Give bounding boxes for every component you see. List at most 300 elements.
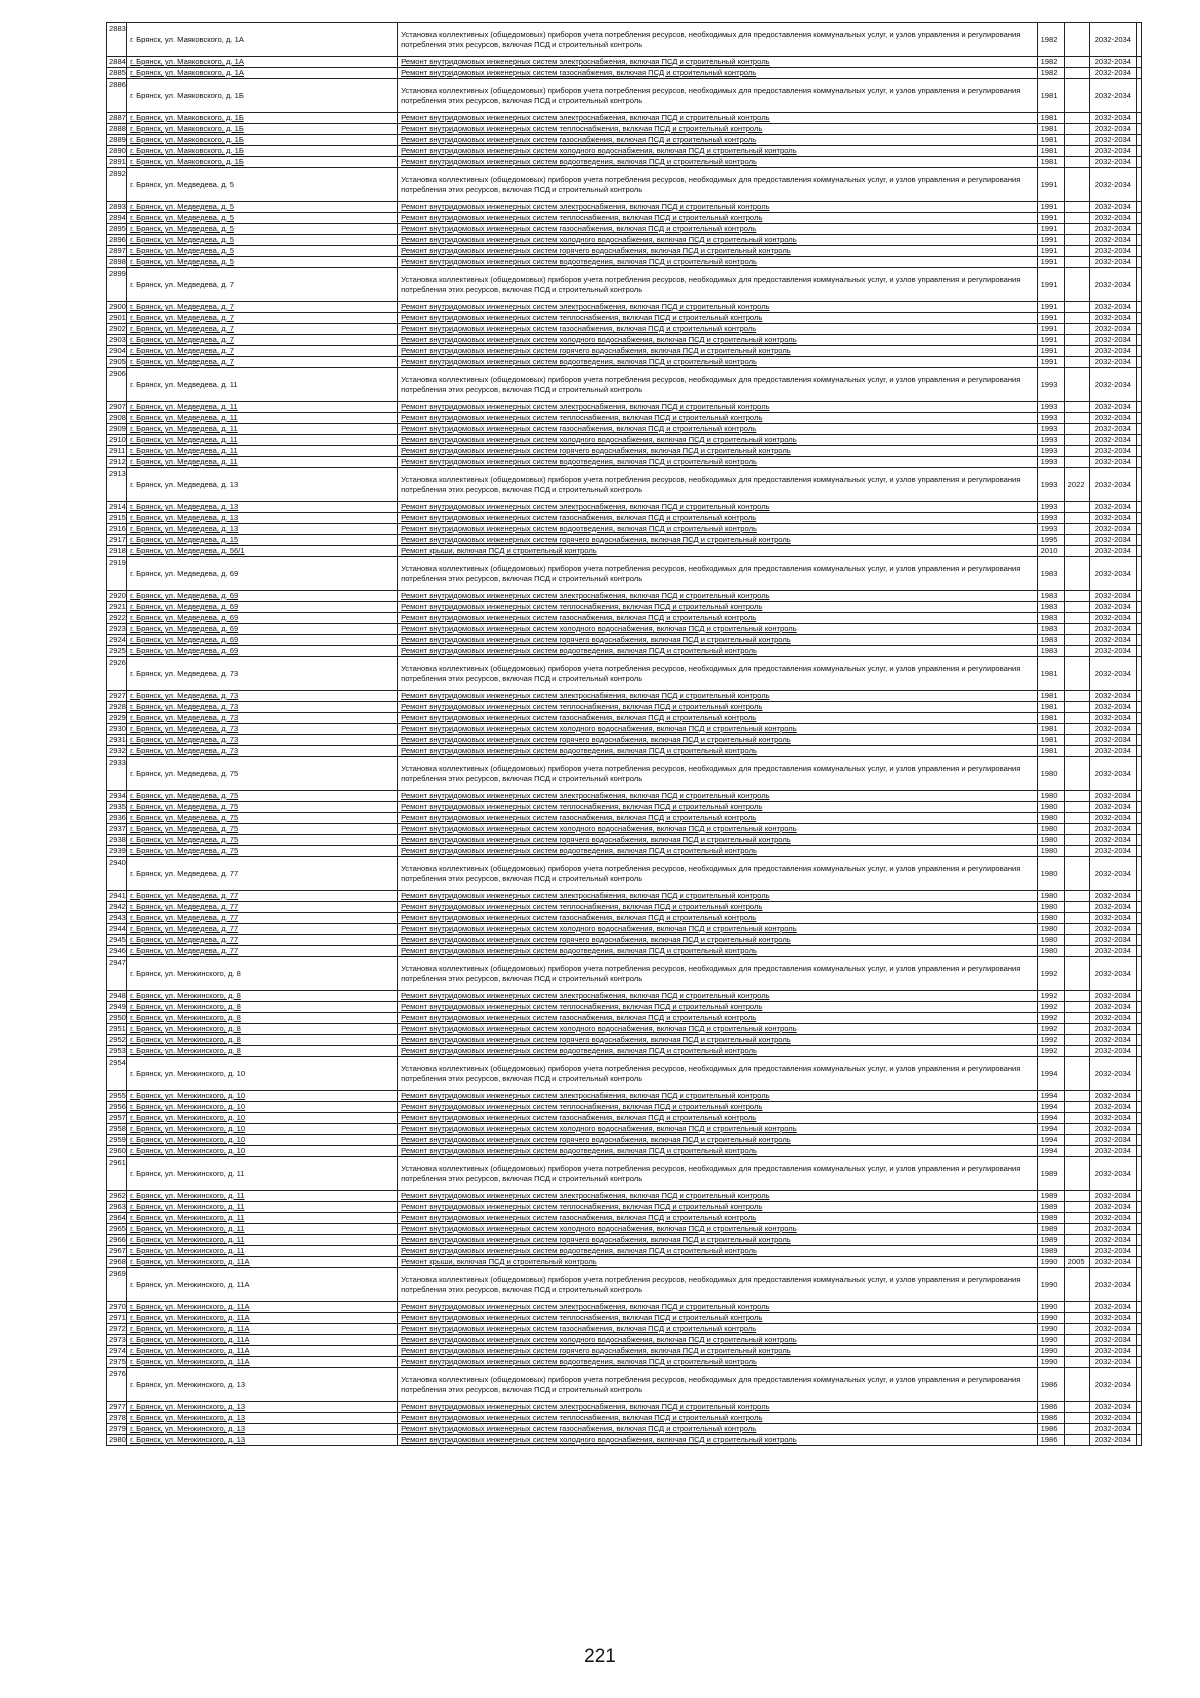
blank-cell [1136, 702, 1141, 713]
work-type-cell: Ремонт внутридомовых инженерных систем газоснабжения, включая ПСД и строительный контроль [398, 513, 1037, 524]
work-type-cell: Ремонт внутридомовых инженерных систем электроснабжения, включая ПСД и строительный контроль [398, 113, 1037, 124]
work-type-cell: Установка коллективных (общедомовых) приборов учета потребления ресурсов, необходимых для предоставления коммунальных услуг, и узлов управления и регулирования потребления этих ресурсов, включая ПСД и строительный контроль [398, 1268, 1037, 1302]
table-row [107, 557, 1142, 591]
blank-cell [1136, 213, 1141, 224]
row-number: 2916 [107, 524, 127, 535]
planned-period-cell: 2032-2034 [1089, 1057, 1136, 1091]
planned-period-cell: 2032-2034 [1089, 991, 1136, 1002]
blank-cell [1136, 57, 1141, 68]
year-built-cell: 1989 [1037, 1157, 1064, 1191]
row-number: 2897 [107, 246, 127, 257]
address-cell: г. Брянск, ул. Медведева, д. 77 [127, 924, 398, 935]
address-cell: г. Брянск, ул. Менжинского, д. 11А [127, 1335, 398, 1346]
last-repair-year-cell [1064, 1402, 1089, 1413]
planned-period-cell: 2032-2034 [1089, 1135, 1136, 1146]
table-row [107, 324, 1142, 335]
work-type-cell: Ремонт внутридомовых инженерных систем водоотведения, включая ПСД и строительный контроль [398, 646, 1037, 657]
year-built-cell: 1992 [1037, 1013, 1064, 1024]
row-number: 2975 [107, 1357, 127, 1368]
address-cell: г. Брянск, ул. Медведева, д. 75 [127, 824, 398, 835]
blank-cell [1136, 68, 1141, 79]
planned-period-cell: 2032-2034 [1089, 1235, 1136, 1246]
planned-period-cell: 2032-2034 [1089, 535, 1136, 546]
address-cell: г. Брянск, ул. Медведева, д. 69 [127, 602, 398, 613]
year-built-cell: 1990 [1037, 1257, 1064, 1268]
table-row [107, 1402, 1142, 1413]
planned-period-cell: 2032-2034 [1089, 157, 1136, 168]
blank-cell [1136, 1302, 1141, 1313]
row-number: 2922 [107, 613, 127, 624]
table-row [107, 1124, 1142, 1135]
table-row [107, 802, 1142, 813]
row-number: 2902 [107, 324, 127, 335]
address-cell: г. Брянск, ул. Менжинского, д. 11А [127, 1302, 398, 1313]
address-cell: г. Брянск, ул. Медведева, д. 73 [127, 713, 398, 724]
blank-cell [1136, 535, 1141, 546]
last-repair-year-cell [1064, 1046, 1089, 1057]
table-row [107, 146, 1142, 157]
table-row [107, 991, 1142, 1002]
planned-period-cell: 2032-2034 [1089, 1302, 1136, 1313]
row-number: 2907 [107, 402, 127, 413]
work-type-cell: Ремонт внутридомовых инженерных систем теплоснабжения, включая ПСД и строительный контроль [398, 702, 1037, 713]
last-repair-year-cell [1064, 124, 1089, 135]
year-built-cell: 1981 [1037, 124, 1064, 135]
address-cell: г. Брянск, ул. Медведева, д. 5 [127, 168, 398, 202]
year-built-cell: 1980 [1037, 757, 1064, 791]
row-number: 2921 [107, 602, 127, 613]
last-repair-year-cell [1064, 835, 1089, 846]
address-cell: г. Брянск, ул. Менжинского, д. 10 [127, 1057, 398, 1091]
address-cell: г. Брянск, ул. Медведева, д. 69 [127, 613, 398, 624]
year-built-cell: 1994 [1037, 1124, 1064, 1135]
row-number: 2954 [107, 1057, 127, 1091]
address-cell: г. Брянск, ул. Медведева, д. 7 [127, 357, 398, 368]
address-cell: г. Брянск, ул. Менжинского, д. 11А [127, 1346, 398, 1357]
row-number: 2924 [107, 635, 127, 646]
table-row [107, 924, 1142, 935]
address-cell: г. Брянск, ул. Менжинского, д. 11 [127, 1157, 398, 1191]
table-row [107, 1135, 1142, 1146]
work-type-cell: Ремонт внутридомовых инженерных систем теплоснабжения, включая ПСД и строительный контроль [398, 413, 1037, 424]
last-repair-year-cell [1064, 657, 1089, 691]
row-number: 2969 [107, 1268, 127, 1302]
table-row [107, 791, 1142, 802]
blank-cell [1136, 79, 1141, 113]
table-row [107, 813, 1142, 824]
address-cell: г. Брянск, ул. Медведева, д. 56/1 [127, 546, 398, 557]
blank-cell [1136, 1224, 1141, 1235]
table-row [107, 713, 1142, 724]
address-cell: г. Брянск, ул. Менжинского, д. 13 [127, 1424, 398, 1435]
planned-period-cell: 2032-2034 [1089, 357, 1136, 368]
table-row [107, 124, 1142, 135]
address-cell: г. Брянск, ул. Медведева, д. 77 [127, 935, 398, 946]
row-number: 2905 [107, 357, 127, 368]
last-repair-year-cell [1064, 646, 1089, 657]
work-type-cell: Ремонт внутридомовых инженерных систем холодного водоснабжения, включая ПСД и строительный контроль [398, 624, 1037, 635]
blank-cell [1136, 1346, 1141, 1357]
table-row [107, 1424, 1142, 1435]
last-repair-year-cell [1064, 1302, 1089, 1313]
table-row [107, 424, 1142, 435]
planned-period-cell: 2032-2034 [1089, 646, 1136, 657]
table-row [107, 1113, 1142, 1124]
work-type-cell: Ремонт внутридомовых инженерных систем холодного водоснабжения, включая ПСД и строительный контроль [398, 1124, 1037, 1135]
blank-cell [1136, 124, 1141, 135]
year-built-cell: 1986 [1037, 1413, 1064, 1424]
table-row [107, 691, 1142, 702]
year-built-cell: 1981 [1037, 746, 1064, 757]
work-type-cell: Ремонт внутридомовых инженерных систем теплоснабжения, включая ПСД и строительный контроль [398, 213, 1037, 224]
work-type-cell: Ремонт внутридомовых инженерных систем газоснабжения, включая ПСД и строительный контроль [398, 424, 1037, 435]
blank-cell [1136, 1157, 1141, 1191]
table-row [107, 702, 1142, 713]
row-number: 2977 [107, 1402, 127, 1413]
work-type-cell: Ремонт внутридомовых инженерных систем водоотведения, включая ПСД и строительный контроль [398, 846, 1037, 857]
row-number: 2948 [107, 991, 127, 1002]
planned-period-cell: 2032-2034 [1089, 635, 1136, 646]
planned-period-cell: 2032-2034 [1089, 468, 1136, 502]
row-number: 2951 [107, 1024, 127, 1035]
work-type-cell: Ремонт внутридомовых инженерных систем горячего водоснабжения, включая ПСД и строительный контроль [398, 935, 1037, 946]
address-cell: г. Брянск, ул. Медведева, д. 11 [127, 446, 398, 457]
last-repair-year-cell [1064, 1435, 1089, 1446]
table-row [107, 1357, 1142, 1368]
blank-cell [1136, 457, 1141, 468]
planned-period-cell: 2032-2034 [1089, 891, 1136, 902]
year-built-cell: 1981 [1037, 79, 1064, 113]
year-built-cell: 1981 [1037, 691, 1064, 702]
work-type-cell: Установка коллективных (общедомовых) приборов учета потребления ресурсов, необходимых для предоставления коммунальных услуг, и узлов управления и регулирования потребления этих ресурсов, включая ПСД и строительный контроль [398, 657, 1037, 691]
address-cell: г. Брянск, ул. Медведева, д. 73 [127, 657, 398, 691]
address-cell: г. Брянск, ул. Менжинского, д. 13 [127, 1413, 398, 1424]
year-built-cell: 1986 [1037, 1402, 1064, 1413]
address-cell: г. Брянск, ул. Маяковского, д. 1А [127, 57, 398, 68]
address-cell: г. Брянск, ул. Медведева, д. 7 [127, 335, 398, 346]
last-repair-year-cell [1064, 757, 1089, 791]
work-type-cell: Ремонт внутридомовых инженерных систем теплоснабжения, включая ПСД и строительный контроль [398, 1413, 1037, 1424]
blank-cell [1136, 502, 1141, 513]
year-built-cell: 1992 [1037, 1002, 1064, 1013]
blank-cell [1136, 1213, 1141, 1224]
address-cell: г. Брянск, ул. Медведева, д. 5 [127, 235, 398, 246]
address-cell: г. Брянск, ул. Менжинского, д. 11А [127, 1357, 398, 1368]
blank-cell [1136, 1057, 1141, 1091]
address-cell: г. Брянск, ул. Медведева, д. 13 [127, 524, 398, 535]
last-repair-year-cell [1064, 368, 1089, 402]
work-type-cell: Ремонт внутридомовых инженерных систем холодного водоснабжения, включая ПСД и строительный контроль [398, 924, 1037, 935]
work-type-cell: Ремонт внутридомовых инженерных систем теплоснабжения, включая ПСД и строительный контроль [398, 802, 1037, 813]
blank-cell [1136, 1313, 1141, 1324]
planned-period-cell: 2032-2034 [1089, 1202, 1136, 1213]
address-cell: г. Брянск, ул. Маяковского, д. 1Б [127, 113, 398, 124]
address-cell: г. Брянск, ул. Медведева, д. 5 [127, 213, 398, 224]
blank-cell [1136, 202, 1141, 213]
address-cell: г. Брянск, ул. Менжинского, д. 13 [127, 1435, 398, 1446]
last-repair-year-cell [1064, 457, 1089, 468]
planned-period-cell: 2032-2034 [1089, 1013, 1136, 1024]
work-type-cell: Ремонт внутридомовых инженерных систем холодного водоснабжения, включая ПСД и строительный контроль [398, 1435, 1037, 1446]
row-number: 2953 [107, 1046, 127, 1057]
year-built-cell: 1991 [1037, 346, 1064, 357]
row-number: 2934 [107, 791, 127, 802]
row-number: 2901 [107, 313, 127, 324]
last-repair-year-cell [1064, 1024, 1089, 1035]
document-page [106, 22, 1142, 1446]
address-cell: г. Брянск, ул. Менжинского, д. 13 [127, 1402, 398, 1413]
row-number: 2926 [107, 657, 127, 691]
table-row [107, 513, 1142, 524]
table-row [107, 1202, 1142, 1213]
work-type-cell: Ремонт внутридомовых инженерных систем газоснабжения, включая ПСД и строительный контроль [398, 1324, 1037, 1335]
planned-period-cell: 2032-2034 [1089, 735, 1136, 746]
page-number: 221 [584, 1646, 616, 1667]
work-type-cell: Ремонт внутридомовых инженерных систем водоотведения, включая ПСД и строительный контроль [398, 1246, 1037, 1257]
blank-cell [1136, 1091, 1141, 1102]
blank-cell [1136, 1124, 1141, 1135]
year-built-cell: 1983 [1037, 635, 1064, 646]
last-repair-year-cell [1064, 802, 1089, 813]
year-built-cell: 1980 [1037, 902, 1064, 913]
row-number: 2973 [107, 1335, 127, 1346]
address-cell: г. Брянск, ул. Медведева, д. 73 [127, 691, 398, 702]
table-row [107, 213, 1142, 224]
blank-cell [1136, 546, 1141, 557]
work-type-cell: Ремонт внутридомовых инженерных систем горячего водоснабжения, включая ПСД и строительный контроль [398, 246, 1037, 257]
last-repair-year-cell [1064, 157, 1089, 168]
address-cell: г. Брянск, ул. Маяковского, д. 1Б [127, 146, 398, 157]
year-built-cell: 1990 [1037, 1357, 1064, 1368]
blank-cell [1136, 846, 1141, 857]
address-cell: г. Брянск, ул. Менжинского, д. 8 [127, 1024, 398, 1035]
blank-cell [1136, 1013, 1141, 1024]
row-number: 2912 [107, 457, 127, 468]
year-built-cell: 1991 [1037, 213, 1064, 224]
row-number: 2931 [107, 735, 127, 746]
work-type-cell: Ремонт внутридомовых инженерных систем холодного водоснабжения, включая ПСД и строительный контроль [398, 146, 1037, 157]
blank-cell [1136, 1357, 1141, 1368]
last-repair-year-cell [1064, 513, 1089, 524]
table-row [107, 835, 1142, 846]
last-repair-year-cell [1064, 557, 1089, 591]
row-number: 2927 [107, 691, 127, 702]
planned-period-cell: 2032-2034 [1089, 802, 1136, 813]
address-cell: г. Брянск, ул. Менжинского, д. 10 [127, 1102, 398, 1113]
year-built-cell: 1992 [1037, 1035, 1064, 1046]
row-number: 2966 [107, 1235, 127, 1246]
blank-cell [1136, 324, 1141, 335]
row-number: 2883 [107, 23, 127, 57]
last-repair-year-cell [1064, 235, 1089, 246]
address-cell: г. Брянск, ул. Менжинского, д. 13 [127, 1368, 398, 1402]
address-cell: г. Брянск, ул. Медведева, д. 75 [127, 791, 398, 802]
work-type-cell: Ремонт внутридомовых инженерных систем горячего водоснабжения, включая ПСД и строительный контроль [398, 835, 1037, 846]
year-built-cell: 1980 [1037, 891, 1064, 902]
table-row [107, 1224, 1142, 1235]
work-type-cell: Ремонт внутридомовых инженерных систем горячего водоснабжения, включая ПСД и строительный контроль [398, 446, 1037, 457]
blank-cell [1136, 1035, 1141, 1046]
blank-cell [1136, 757, 1141, 791]
address-cell: г. Брянск, ул. Маяковского, д. 1Б [127, 124, 398, 135]
table-row [107, 202, 1142, 213]
work-type-cell: Ремонт внутридомовых инженерных систем электроснабжения, включая ПСД и строительный контроль [398, 57, 1037, 68]
work-type-cell: Ремонт внутридомовых инженерных систем холодного водоснабжения, включая ПСД и строительный контроль [398, 824, 1037, 835]
last-repair-year-cell [1064, 1091, 1089, 1102]
work-type-cell: Ремонт крыши, включая ПСД и строительный контроль [398, 546, 1037, 557]
year-built-cell: 1990 [1037, 1313, 1064, 1324]
row-number: 2896 [107, 235, 127, 246]
year-built-cell: 1983 [1037, 602, 1064, 613]
blank-cell [1136, 435, 1141, 446]
last-repair-year-cell [1064, 424, 1089, 435]
work-type-cell: Установка коллективных (общедомовых) приборов учета потребления ресурсов, необходимых для предоставления коммунальных услуг, и узлов управления и регулирования потребления этих ресурсов, включая ПСД и строительный контроль [398, 79, 1037, 113]
year-built-cell: 1982 [1037, 57, 1064, 68]
blank-cell [1136, 613, 1141, 624]
year-built-cell: 1993 [1037, 435, 1064, 446]
table-row [107, 635, 1142, 646]
table-row [107, 1024, 1142, 1035]
blank-cell [1136, 946, 1141, 957]
last-repair-year-cell [1064, 935, 1089, 946]
year-built-cell: 1982 [1037, 23, 1064, 57]
table-row [107, 957, 1142, 991]
table-row [107, 1313, 1142, 1324]
planned-period-cell: 2032-2034 [1089, 935, 1136, 946]
planned-period-cell: 2032-2034 [1089, 124, 1136, 135]
year-built-cell: 1991 [1037, 335, 1064, 346]
blank-cell [1136, 813, 1141, 824]
planned-period-cell: 2032-2034 [1089, 1024, 1136, 1035]
blank-cell [1136, 1102, 1141, 1113]
last-repair-year-cell [1064, 957, 1089, 991]
address-cell: г. Брянск, ул. Медведева, д. 75 [127, 846, 398, 857]
year-built-cell: 1991 [1037, 357, 1064, 368]
row-number: 2917 [107, 535, 127, 546]
last-repair-year-cell [1064, 1124, 1089, 1135]
work-type-cell: Установка коллективных (общедомовых) приборов учета потребления ресурсов, необходимых для предоставления коммунальных услуг, и узлов управления и регулирования потребления этих ресурсов, включая ПСД и строительный контроль [398, 1057, 1037, 1091]
year-built-cell: 1981 [1037, 657, 1064, 691]
address-cell: г. Брянск, ул. Менжинского, д. 10 [127, 1146, 398, 1157]
work-type-cell: Установка коллективных (общедомовых) приборов учета потребления ресурсов, необходимых для предоставления коммунальных услуг, и узлов управления и регулирования потребления этих ресурсов, включая ПСД и строительный контроль [398, 857, 1037, 891]
row-number: 2928 [107, 702, 127, 713]
table-row [107, 502, 1142, 513]
last-repair-year-cell [1064, 857, 1089, 891]
blank-cell [1136, 1268, 1141, 1302]
blank-cell [1136, 902, 1141, 913]
work-type-cell: Ремонт внутридомовых инженерных систем водоотведения, включая ПСД и строительный контроль [398, 257, 1037, 268]
year-built-cell: 1981 [1037, 724, 1064, 735]
year-built-cell: 1991 [1037, 257, 1064, 268]
year-built-cell: 1980 [1037, 935, 1064, 946]
table-row [107, 168, 1142, 202]
table-row [107, 257, 1142, 268]
row-number: 2933 [107, 757, 127, 791]
row-number: 2949 [107, 1002, 127, 1013]
work-type-cell: Ремонт внутридомовых инженерных систем газоснабжения, включая ПСД и строительный контроль [398, 68, 1037, 79]
blank-cell [1136, 1435, 1141, 1446]
blank-cell [1136, 602, 1141, 613]
blank-cell [1136, 1368, 1141, 1402]
table-row [107, 113, 1142, 124]
table-row [107, 1002, 1142, 1013]
year-built-cell: 1994 [1037, 1057, 1064, 1091]
planned-period-cell: 2032-2034 [1089, 202, 1136, 213]
table-row [107, 1335, 1142, 1346]
row-number: 2898 [107, 257, 127, 268]
last-repair-year-cell [1064, 502, 1089, 513]
work-type-cell: Ремонт внутридомовых инженерных систем горячего водоснабжения, включая ПСД и строительный контроль [398, 1135, 1037, 1146]
address-cell: г. Брянск, ул. Медведева, д. 73 [127, 724, 398, 735]
address-cell: г. Брянск, ул. Менжинского, д. 11 [127, 1224, 398, 1235]
last-repair-year-cell [1064, 1424, 1089, 1435]
year-built-cell: 2010 [1037, 546, 1064, 557]
table-row [107, 1013, 1142, 1024]
planned-period-cell: 2032-2034 [1089, 1413, 1136, 1424]
row-number: 2920 [107, 591, 127, 602]
work-type-cell: Ремонт внутридомовых инженерных систем газоснабжения, включая ПСД и строительный контроль [398, 224, 1037, 235]
address-cell: г. Брянск, ул. Медведева, д. 5 [127, 246, 398, 257]
year-built-cell: 1980 [1037, 813, 1064, 824]
year-built-cell: 1981 [1037, 113, 1064, 124]
last-repair-year-cell [1064, 446, 1089, 457]
last-repair-year-cell [1064, 1135, 1089, 1146]
planned-period-cell: 2032-2034 [1089, 368, 1136, 402]
work-type-cell: Ремонт внутридомовых инженерных систем газоснабжения, включая ПСД и строительный контроль [398, 1113, 1037, 1124]
table-body [107, 23, 1142, 1446]
year-built-cell: 1991 [1037, 324, 1064, 335]
last-repair-year-cell [1064, 57, 1089, 68]
row-number: 2947 [107, 957, 127, 991]
table-row [107, 946, 1142, 957]
address-cell: г. Брянск, ул. Медведева, д. 77 [127, 857, 398, 891]
blank-cell [1136, 835, 1141, 846]
row-number: 2957 [107, 1113, 127, 1124]
blank-cell [1136, 924, 1141, 935]
blank-cell [1136, 1246, 1141, 1257]
blank-cell [1136, 746, 1141, 757]
last-repair-year-cell [1064, 1013, 1089, 1024]
year-built-cell: 1993 [1037, 402, 1064, 413]
year-built-cell: 1981 [1037, 135, 1064, 146]
last-repair-year-cell [1064, 1357, 1089, 1368]
planned-period-cell: 2032-2034 [1089, 746, 1136, 757]
year-built-cell: 1994 [1037, 1091, 1064, 1102]
row-number: 2958 [107, 1124, 127, 1135]
work-type-cell: Ремонт внутридомовых инженерных систем электроснабжения, включая ПСД и строительный контроль [398, 1091, 1037, 1102]
year-built-cell: 1989 [1037, 1191, 1064, 1202]
row-number: 2932 [107, 746, 127, 757]
row-number: 2960 [107, 1146, 127, 1157]
year-built-cell: 1995 [1037, 535, 1064, 546]
planned-period-cell: 2032-2034 [1089, 113, 1136, 124]
year-built-cell: 1994 [1037, 1135, 1064, 1146]
year-built-cell: 1994 [1037, 1113, 1064, 1124]
work-type-cell: Ремонт внутридомовых инженерных систем электроснабжения, включая ПСД и строительный контроль [398, 1302, 1037, 1313]
year-built-cell: 1991 [1037, 313, 1064, 324]
row-number: 2964 [107, 1213, 127, 1224]
year-built-cell: 1990 [1037, 1346, 1064, 1357]
blank-cell [1136, 1335, 1141, 1346]
work-type-cell: Ремонт внутридомовых инженерных систем холодного водоснабжения, включая ПСД и строительный контроль [398, 724, 1037, 735]
work-type-cell: Ремонт внутридомовых инженерных систем электроснабжения, включая ПСД и строительный контроль [398, 1191, 1037, 1202]
last-repair-year-cell [1064, 68, 1089, 79]
planned-period-cell: 2032-2034 [1089, 946, 1136, 957]
last-repair-year-cell [1064, 257, 1089, 268]
work-type-cell: Ремонт внутридомовых инженерных систем электроснабжения, включая ПСД и строительный контроль [398, 891, 1037, 902]
table-row [107, 824, 1142, 835]
row-number: 2887 [107, 113, 127, 124]
